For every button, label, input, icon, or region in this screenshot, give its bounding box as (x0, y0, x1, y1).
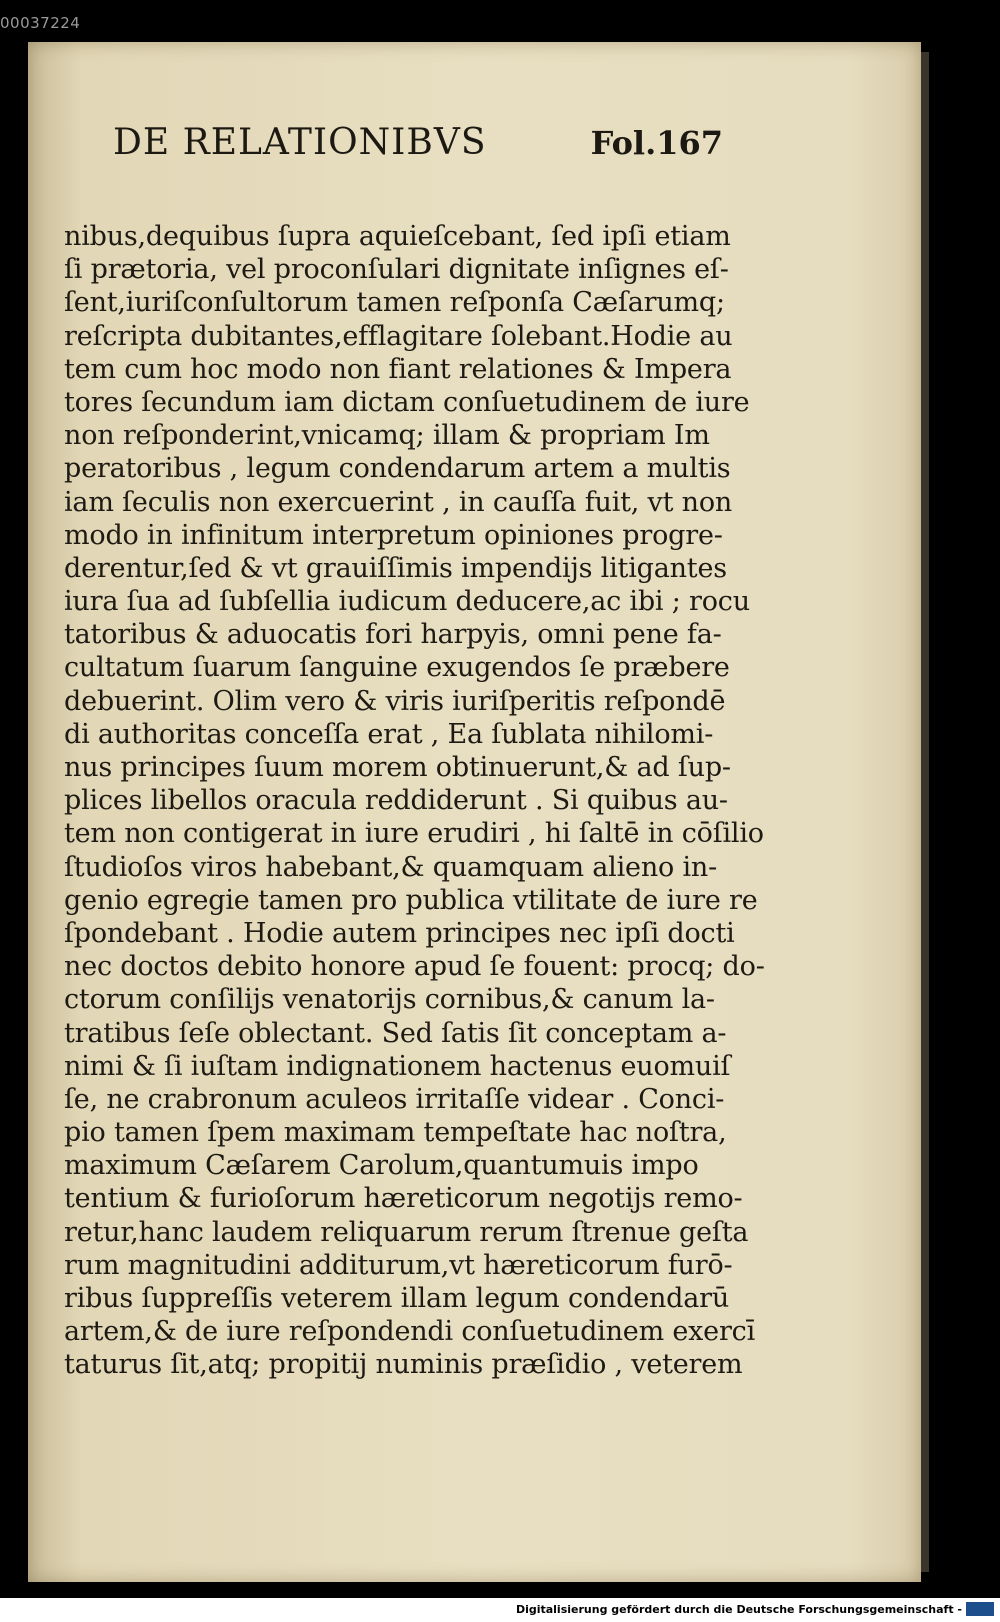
text-line: tratibus ſeſe oblectant. Sed ſatis ſit conceptam a- (64, 1017, 727, 1049)
body-text (64, 220, 764, 1382)
page-edge-shadow (921, 52, 929, 1572)
text-line: pio tamen ſpem maximam tempeſtate hac noſtra, (64, 1117, 727, 1149)
text-line: peratoribus , legum condendarum artem a multis (64, 453, 731, 485)
text-line: ſent,iuriſconſultorum tamen reſponſa Cæſarumq; (64, 287, 725, 319)
text-line: ſe, ne crabronum aculeos irritaſſe videar . Conci- (64, 1083, 725, 1115)
text-line: nec doctos debito honore apud ſe fouent: procq; do- (64, 951, 765, 983)
text-line: non reſponderint,vnicamq; illam & propriam Im (64, 420, 710, 452)
text-line: modo in infinitum interpretum opiniones progre- (64, 519, 723, 551)
dfg-logo (966, 1602, 994, 1616)
text-line: di authoritas conceſſa erat , Ea ſublata nihilomi- (64, 718, 714, 750)
text-line: rum magnitudini additurum,vt hæreticorum furō- (64, 1249, 733, 1281)
text-line: tem cum hoc modo non fiant relationes & Impera (64, 353, 732, 385)
text-line: ſpondebant . Hodie autem principes nec ipſi docti (64, 917, 735, 949)
funding-credit: Digitalisierung gefördert durch die Deutsche Forschungsgemeinschaft - (515, 1603, 962, 1616)
text-line: artem,& de iure reſpondendi conſuetudinem exercī (64, 1316, 756, 1348)
text-line: iura ſua ad ſubſellia iudicum deducere,ac ibi ; rocu (64, 586, 750, 618)
text-line: maximum Cæſarem Carolum,quantumuis impo (64, 1150, 699, 1182)
text-line: ſtudioſos viros habebant,& quamquam alieno in- (64, 851, 717, 883)
folio-number: Fol.167 (590, 124, 723, 162)
text-line: cultatum ſuarum ſanguine exugendos ſe præbere (64, 652, 730, 684)
text-line: iam ſeculis non exercuerint , in cauſſa fuit, vt non (64, 486, 733, 518)
text-line: ribus ſuppreſſis veterem illam legum condendarū (64, 1283, 730, 1314)
text-line: retur,hanc laudem reliquarum rerum ſtrenue geſta (64, 1216, 749, 1248)
text-line: tem non contigerat in iure erudiri , hi ſaltē in cōſilio (64, 818, 764, 850)
text-line: tores ſecundum iam dictam conſuetudinem de iure (64, 386, 750, 418)
text-line: ſi prætoria, vel proconſulari dignitate inſignes eſ- (64, 254, 729, 286)
book-page (28, 42, 921, 1582)
scan-id-label: 00037224 (0, 14, 81, 32)
footer-bar (0, 1598, 1000, 1622)
page-header (113, 122, 723, 182)
text-line: tentium & furioſorum hæreticorum negotijs remo- (64, 1183, 743, 1215)
text-line: taturus ſit,atq; propitij numinis præſidio , veterem (64, 1349, 743, 1381)
text-line: reſcripta dubitantes,efflagitare ſolebant.Hodie au (64, 320, 733, 352)
text-line: genio egregie tamen pro publica vtilitate de iure re (64, 884, 758, 916)
text-line: tatoribus & aduocatis fori harpyis, omni pene fa- (64, 619, 722, 651)
text-line: nibus,dequibus ſupra aquieſcebant, ſed ipſi etiam (64, 221, 731, 252)
text-line: debuerint. Olim vero & viris iuriſperitis reſpondē (64, 685, 726, 717)
text-line: nus principes ſuum morem obtinuerunt,& ad ſup- (64, 752, 731, 783)
text-line: ctorum conſilijs venatorijs cornibus,& canum la- (64, 984, 715, 1016)
text-line: plices libellos oracula reddiderunt . Si quibus au- (64, 785, 728, 817)
running-head: DE RELATIONIBVS (113, 122, 487, 163)
text-line: derentur,ſed & vt grauiſſimis impendijs litigantes (64, 552, 727, 584)
text-line: nimi & ſi iuſtam indignationem hactenus euomuiſ (64, 1050, 731, 1082)
